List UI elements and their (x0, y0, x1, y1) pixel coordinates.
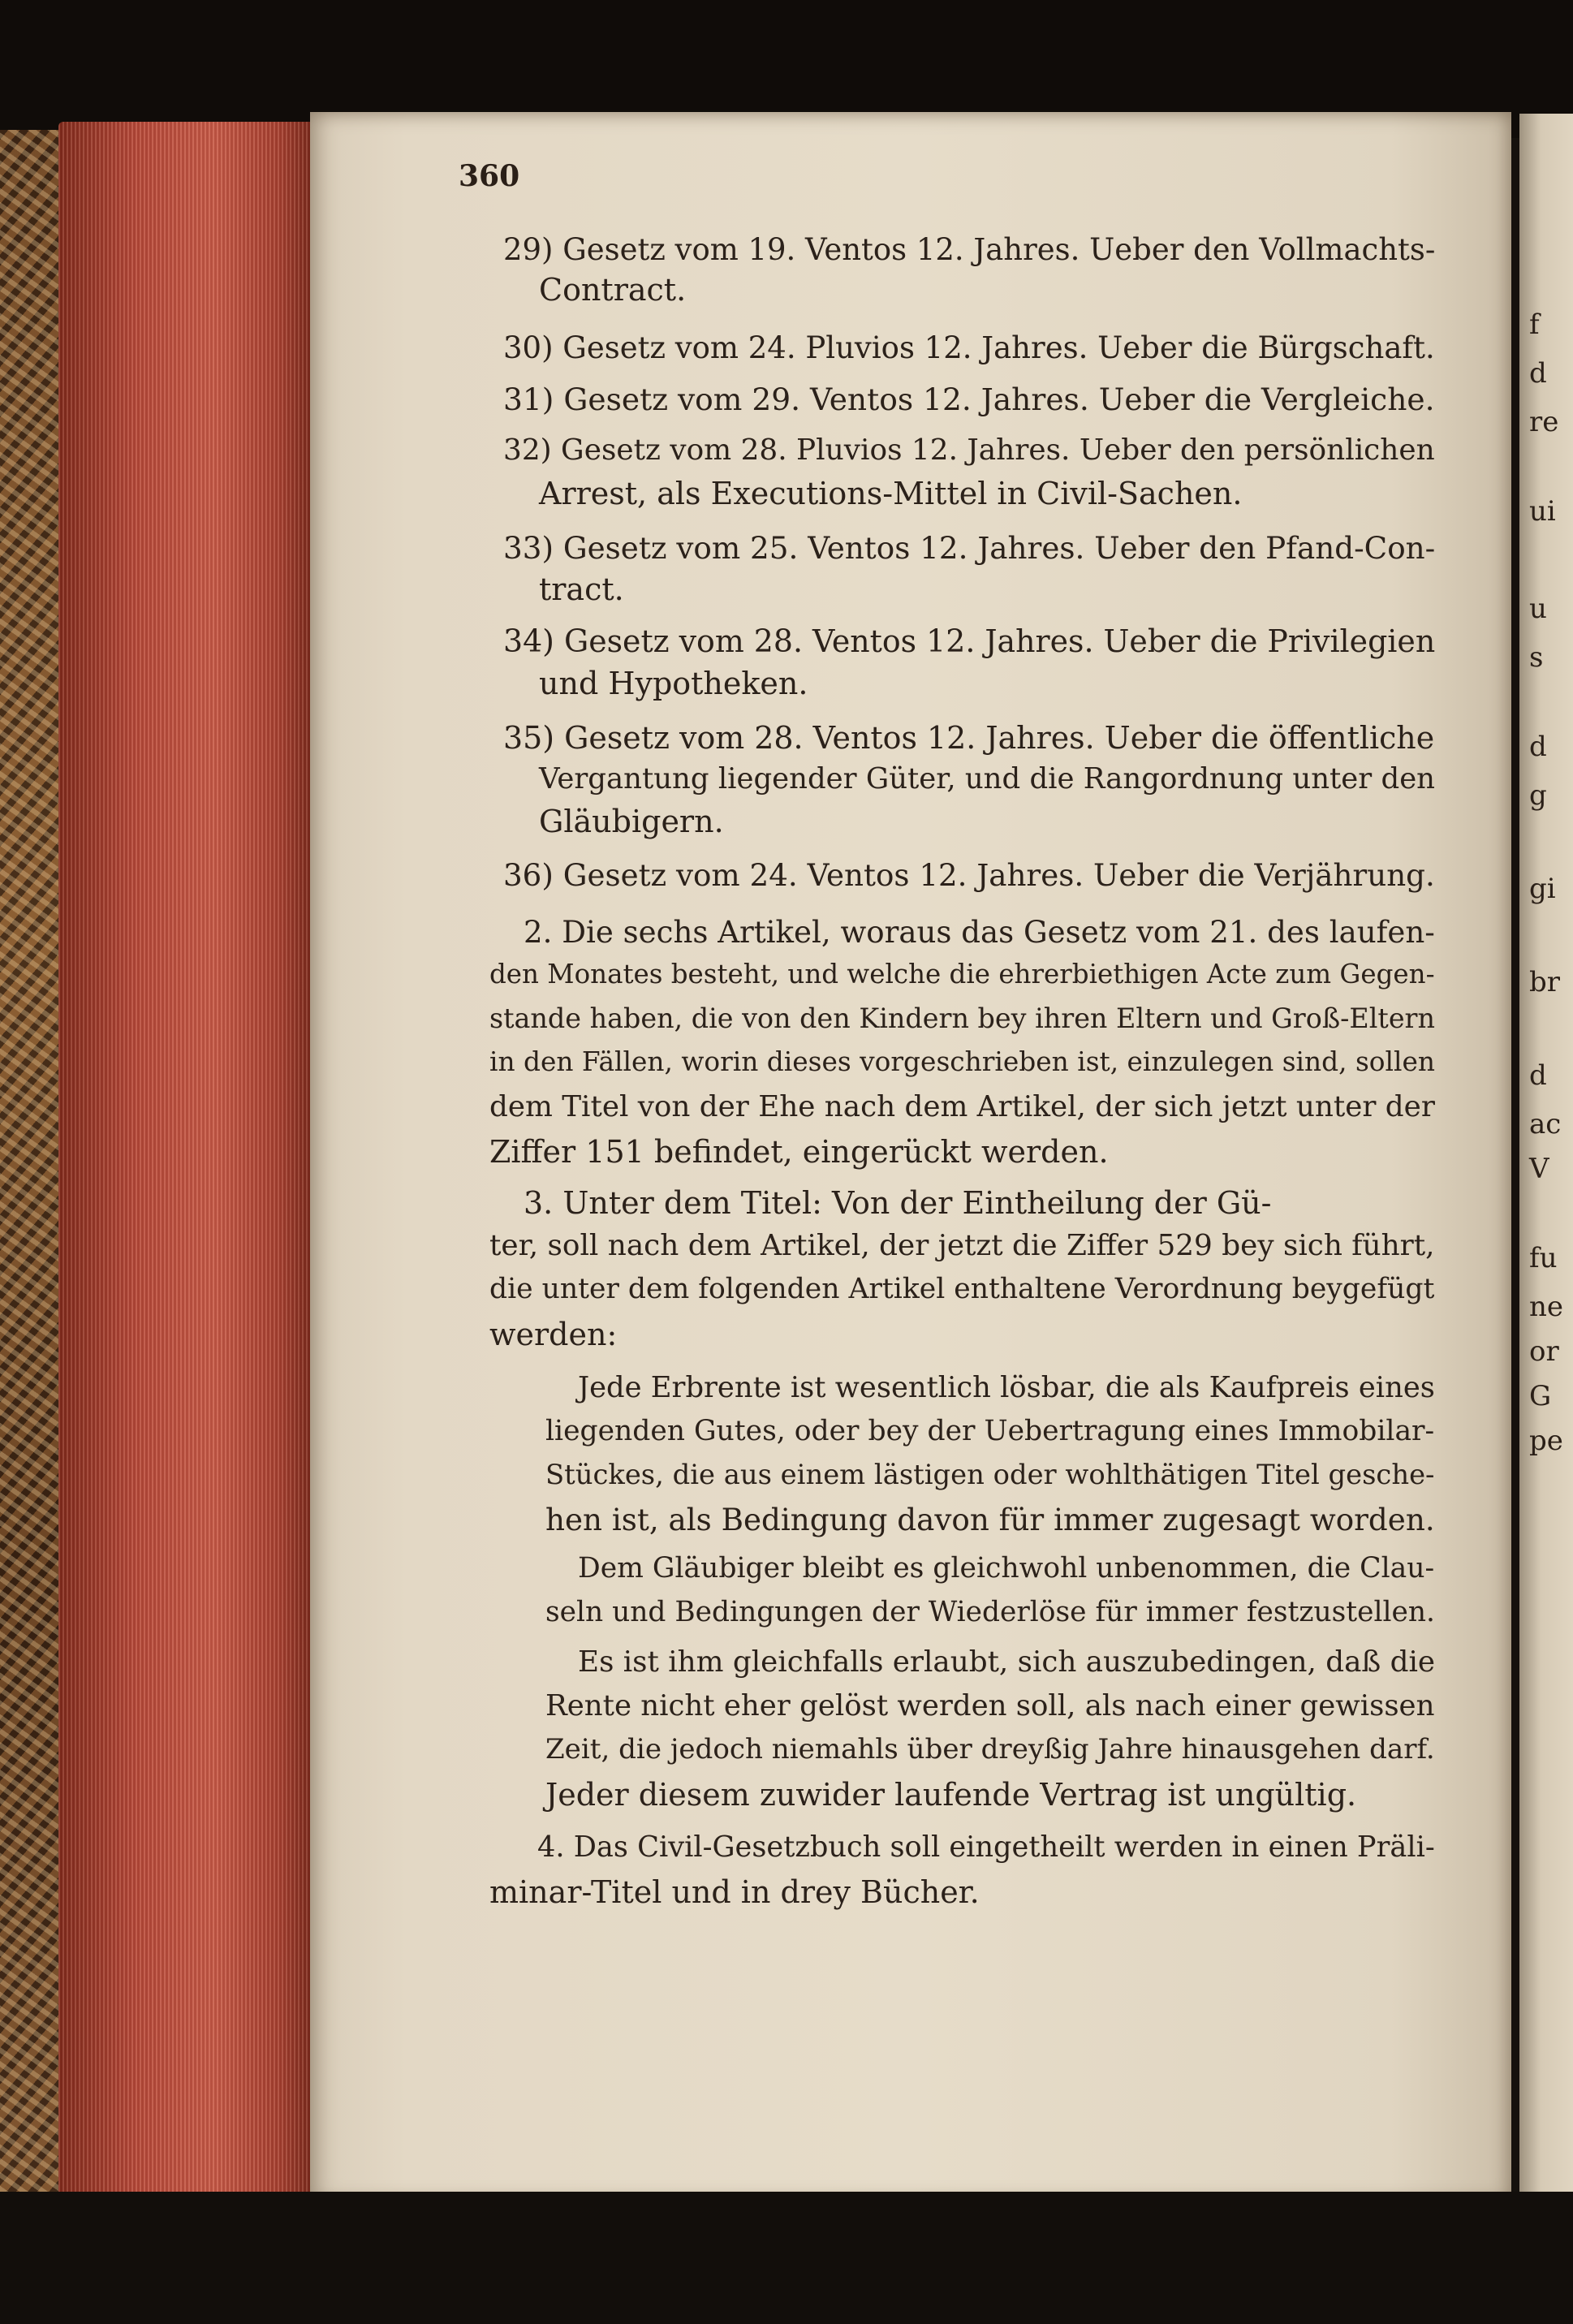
list-item-33-line-1: 33) Gesetz vom 25. Ventos 12. Jahres. Ueber den Pfand-Con- (503, 530, 1436, 566)
facing-page-fragment: pe (1529, 1425, 1563, 1457)
marbled-cover (0, 130, 58, 2192)
page-edges (58, 122, 318, 2200)
quote-3-line-1: Es ist ihm gleichfalls erlaubt, sich auszubedingen, daß die (578, 1645, 1436, 1679)
quote-3-line-4: Jeder diesem zuwider laufende Vertrag ist ungültig. (545, 1777, 1357, 1813)
facing-page-fragment: ui (1529, 495, 1556, 528)
facing-page-fragment: fu (1529, 1242, 1558, 1274)
paragraph-3-line-1: 3. Unter dem Titel: Von der Eintheilung der Gü- (524, 1185, 1272, 1221)
list-item-30: 30) Gesetz vom 24. Pluvios 12. Jahres. Ueber die Bürgschaft. (503, 330, 1435, 365)
facing-page-fragment: re (1529, 406, 1559, 438)
facing-page-fragment: d (1529, 357, 1547, 390)
list-item-29-line-2: Contract. (539, 272, 687, 308)
list-item-36: 36) Gesetz vom 24. Ventos 12. Jahres. Ueber die Verjährung. (503, 857, 1435, 893)
list-item-34-line-1: 34) Gesetz vom 28. Ventos 12. Jahres. Ueber die Privilegien (503, 623, 1436, 659)
facing-page-fragment: ac (1529, 1108, 1562, 1140)
facing-page-fragment: u (1529, 593, 1547, 625)
facing-page-fragment: gi (1529, 873, 1556, 905)
list-item-35-line-2: Vergantung liegender Güter, und die Rangordnung unter den (539, 762, 1436, 796)
quote-3-line-3: Zeit, die jedoch niemahls über dreyßig Jahre hinausgehen darf. (545, 1733, 1435, 1766)
facing-page-fragment: or (1529, 1335, 1559, 1368)
quote-1-line-2: liegenden Gutes, oder bey der Uebertragung eines Immobilar- (545, 1415, 1435, 1447)
list-item-32-line-2: Arrest, als Executions-Mittel in Civil-Sachen. (539, 476, 1243, 511)
quote-1-line-3: Stückes, die aus einem lästigen oder wohlthätigen Titel gesche- (545, 1459, 1435, 1490)
facing-page-fragment: d (1529, 1059, 1547, 1092)
quote-2-line-2: seln und Bedingungen der Wiederlöse für immer festzustellen. (545, 1596, 1435, 1628)
facing-page-fragment: G (1529, 1380, 1552, 1412)
page-number: 360 (459, 159, 520, 193)
list-item-33-line-2: tract. (539, 571, 624, 607)
paragraph-2-line-3: stande haben, die von den Kindern bey ihren Eltern und Groß-Eltern (489, 1002, 1435, 1034)
paragraph-2-line-5: dem Titel von der Ehe nach dem Artikel, der sich jetzt unter der (489, 1090, 1435, 1123)
paragraph-4-line-1: 4. Das Civil-Gesetzbuch soll eingetheilt werden in einen Präli- (537, 1830, 1435, 1864)
list-item-34-line-2: und Hypotheken. (539, 666, 808, 701)
paragraph-2-line-6: Ziffer 151 befindet, eingerückt werden. (489, 1134, 1109, 1170)
list-item-35-line-3: Gläubigern. (539, 804, 724, 839)
facing-page-fragment: d (1529, 731, 1547, 763)
quote-3-line-2: Rente nicht eher gelöst werden soll, als nach einer gewissen (545, 1689, 1435, 1723)
facing-page-fragment: br (1529, 966, 1561, 998)
facing-page-fragment: g (1529, 779, 1547, 812)
facing-page-fragment: V (1529, 1153, 1549, 1185)
paragraph-3-line-4: werden: (489, 1317, 618, 1352)
background-bottom (0, 2192, 1573, 2324)
facing-page-fragment: ne (1529, 1291, 1564, 1323)
facing-page-fragment: s (1529, 641, 1544, 674)
list-item-31: 31) Gesetz vom 29. Ventos 12. Jahres. Ueber die Vergleiche. (503, 382, 1435, 417)
list-item-32-line-1: 32) Gesetz vom 28. Pluvios 12. Jahres. Ueber den persönlichen (503, 433, 1435, 467)
quote-1-line-4: hen ist, als Bedingung davon für immer zugesagt worden. (545, 1502, 1435, 1537)
paragraph-2-line-2: den Monates besteht, und welche die ehrerbiethigen Acte zum Gegen- (489, 959, 1435, 990)
paragraph-3-line-2: ter, soll nach dem Artikel, der jetzt die Ziffer 529 bey sich führt, (489, 1229, 1435, 1262)
paragraph-2-line-4: in den Fällen, worin dieses vorgeschrieben ist, einzulegen sind, sollen (489, 1046, 1435, 1077)
list-item-29-line-1: 29) Gesetz vom 19. Ventos 12. Jahres. Ueber den Vollmachts- (503, 232, 1436, 267)
facing-page-fragment: f (1529, 308, 1540, 341)
quote-2-line-1: Dem Gläubiger bleibt es gleichwohl unbenommen, die Clau- (578, 1552, 1435, 1585)
paragraph-2-line-1: 2. Die sechs Artikel, woraus das Gesetz vom 21. des laufen- (524, 915, 1435, 950)
paragraph-4-line-2: minar-Titel und in drey Bücher. (489, 1874, 980, 1910)
paragraph-3-line-3: die unter dem folgenden Artikel enthaltene Verordnung beygefügt (489, 1273, 1435, 1305)
quote-1-line-1: Jede Erbrente ist wesentlich lösbar, die als Kaufpreis eines (578, 1371, 1435, 1404)
list-item-35-line-1: 35) Gesetz vom 28. Ventos 12. Jahres. Ueber die öffentliche (503, 720, 1435, 756)
